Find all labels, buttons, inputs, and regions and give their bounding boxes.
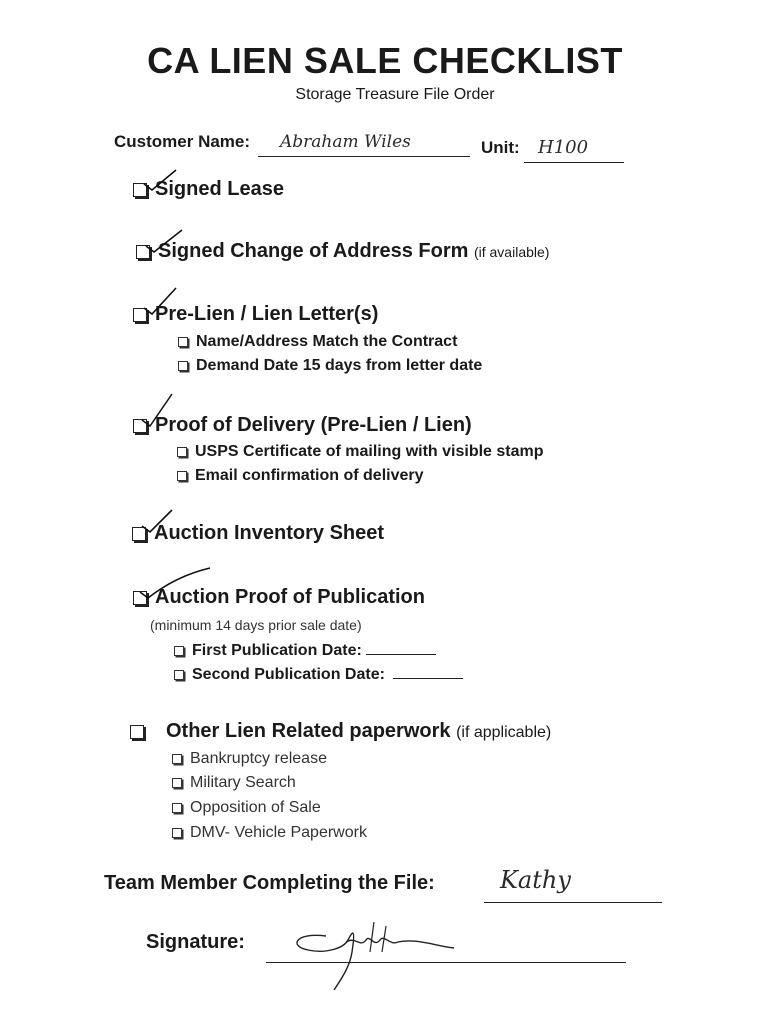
subitem-dmv-vehicle-paperwork[interactable] bbox=[172, 824, 367, 842]
item-change-of-address[interactable] bbox=[136, 240, 549, 263]
sub-checkbox[interactable] bbox=[178, 337, 188, 347]
sub-checkbox[interactable] bbox=[177, 447, 187, 457]
subitem-label: DMV- Vehicle Paperwork bbox=[190, 824, 367, 841]
subitem-label: Bankruptcy release bbox=[190, 750, 327, 767]
subitem-demand-date[interactable] bbox=[178, 357, 482, 375]
item-label: Auction Inventory Sheet bbox=[154, 522, 385, 544]
checkmark-icon bbox=[138, 392, 178, 428]
handwritten-signature-icon bbox=[286, 912, 456, 992]
checkmark-icon bbox=[142, 226, 186, 256]
subitem-label: Name/Address Match the Contract bbox=[196, 333, 458, 350]
subitem-usps-certificate[interactable] bbox=[177, 443, 544, 461]
item-label: Signed Change of Address Form bbox=[158, 240, 469, 262]
item-label: Signed Lease bbox=[155, 178, 284, 200]
subitem-label: USPS Certificate of mailing with visible stamp bbox=[195, 443, 544, 460]
sub-checkbox[interactable] bbox=[174, 646, 184, 656]
item-other-lien-paperwork[interactable] bbox=[130, 720, 551, 743]
item-label: Auction Proof of Publication bbox=[155, 586, 425, 608]
unit-value: H100 bbox=[538, 137, 589, 158]
checkmark-icon bbox=[140, 166, 180, 194]
first-date-field[interactable] bbox=[366, 640, 436, 655]
item-note: (if available) bbox=[473, 244, 550, 260]
page-subtitle: Storage Treasure File Order bbox=[295, 86, 495, 103]
customer-name-field[interactable] bbox=[258, 134, 470, 157]
sub-checkbox[interactable] bbox=[172, 803, 182, 813]
customer-name-value: Abraham Wiles bbox=[280, 132, 411, 152]
item-label: Proof of Delivery (Pre-Lien / Lien) bbox=[155, 414, 472, 436]
item-proof-of-delivery[interactable] bbox=[133, 414, 472, 437]
sub-checkbox[interactable] bbox=[172, 778, 182, 788]
team-member-field[interactable] bbox=[484, 866, 662, 903]
item-label: Other Lien Related paperwork bbox=[166, 720, 451, 742]
team-member-value: Kathy bbox=[500, 866, 571, 894]
subitem-label: Demand Date 15 days from letter date bbox=[196, 357, 483, 374]
subitem-name-address-match[interactable] bbox=[178, 333, 457, 351]
item-label: Pre-Lien / Lien Letter(s) bbox=[155, 303, 379, 325]
subitem-label: Email confirmation of delivery bbox=[195, 467, 424, 484]
subitem-bankruptcy-release[interactable] bbox=[172, 750, 327, 768]
subitem-first-publication-date[interactable] bbox=[174, 640, 436, 660]
subitem-opposition-of-sale[interactable] bbox=[172, 799, 321, 817]
subitem-label: Opposition of Sale bbox=[190, 799, 321, 816]
checkmark-icon bbox=[140, 286, 180, 316]
item-note: (if applicable) bbox=[456, 724, 552, 741]
subitem-second-publication-date[interactable] bbox=[174, 664, 463, 684]
customer-name-label: Customer Name: bbox=[114, 132, 251, 151]
sub-checkbox[interactable] bbox=[174, 670, 184, 680]
unit-field[interactable] bbox=[524, 137, 624, 163]
sub-checkbox[interactable] bbox=[178, 361, 188, 371]
subitem-label: First Publication Date: bbox=[192, 642, 362, 659]
subitem-label: Second Publication Date: bbox=[192, 666, 385, 683]
signature-label: Signature: bbox=[146, 931, 245, 953]
sub-checkbox[interactable] bbox=[172, 828, 182, 838]
checkmark-icon bbox=[136, 562, 216, 602]
team-member-label: Team Member Completing the File: bbox=[104, 872, 435, 894]
subitem-label: Military Search bbox=[190, 774, 296, 791]
unit-label: Unit: bbox=[481, 138, 520, 157]
subitem-email-confirmation[interactable] bbox=[177, 467, 424, 485]
publication-note: (minimum 14 days prior sale date) bbox=[150, 617, 362, 633]
sub-checkbox[interactable] bbox=[172, 754, 182, 764]
sub-checkbox[interactable] bbox=[177, 471, 187, 481]
second-date-field[interactable] bbox=[393, 664, 463, 679]
page-title: CA LIEN SALE CHECKLIST bbox=[147, 40, 623, 81]
checkbox[interactable] bbox=[130, 725, 144, 739]
subitem-military-search[interactable] bbox=[172, 774, 296, 792]
checkmark-icon bbox=[138, 506, 178, 536]
